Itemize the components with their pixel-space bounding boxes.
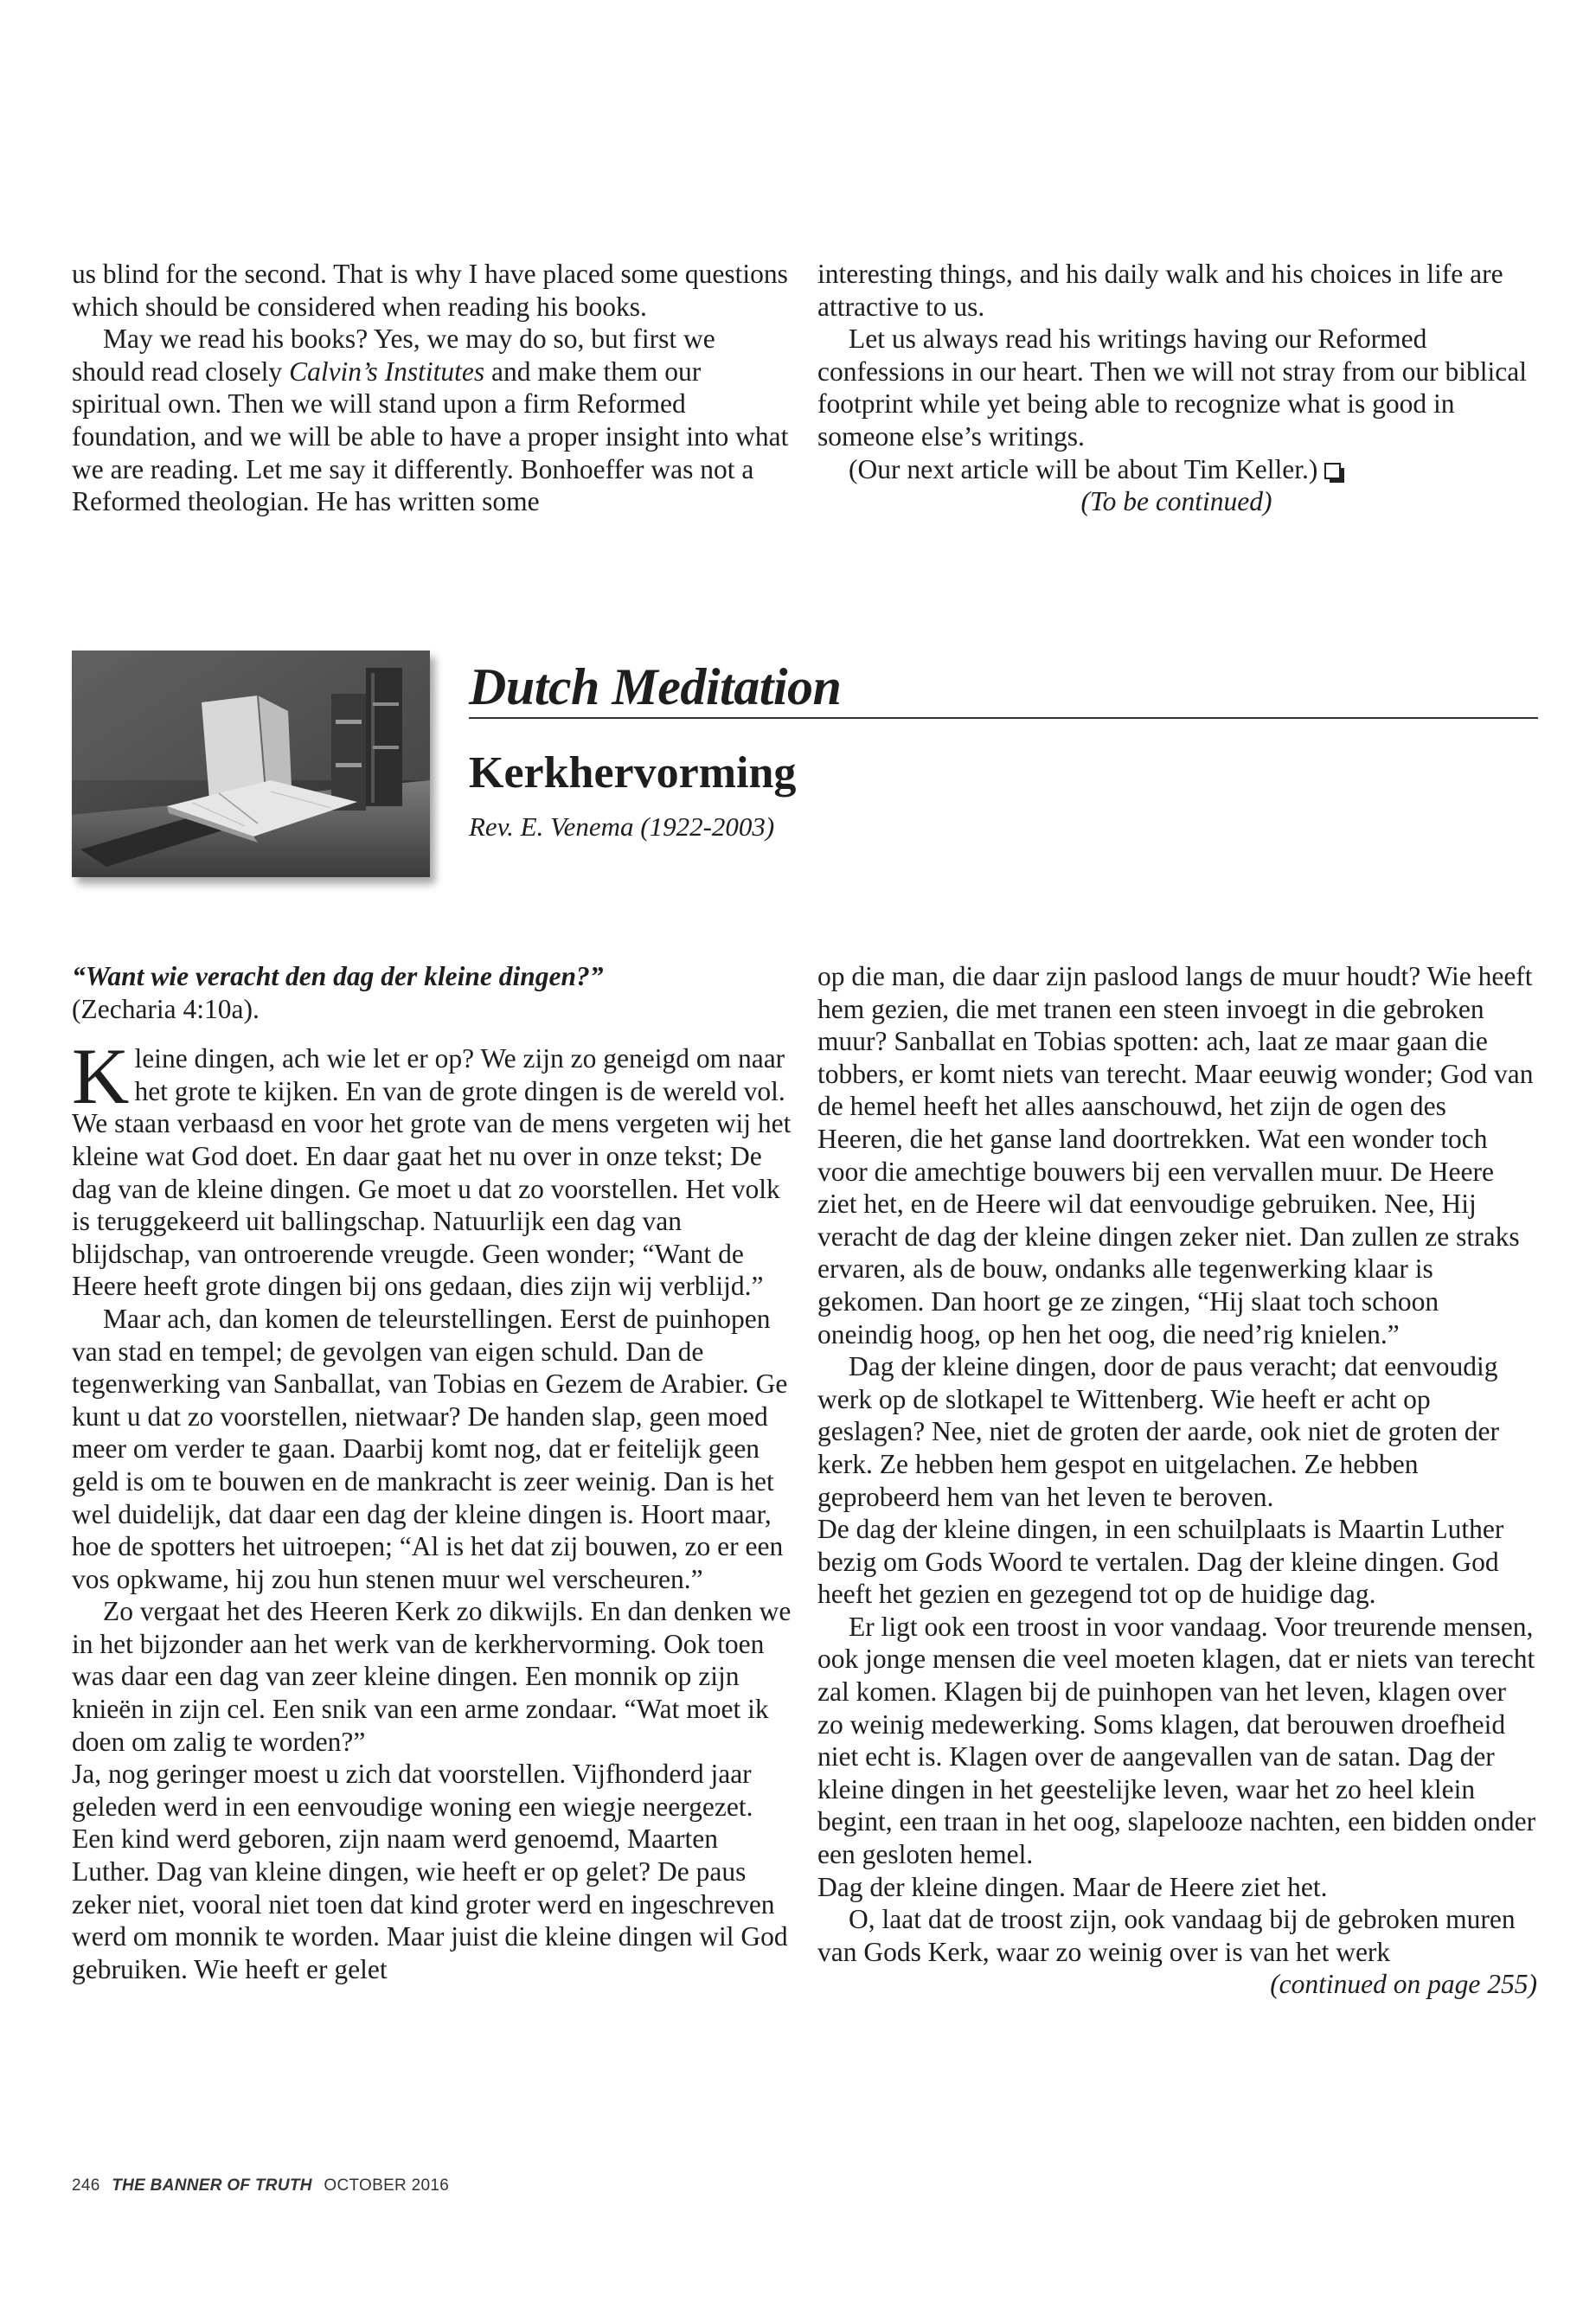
title-rule (469, 717, 1538, 719)
paragraph: De dag der kleine dingen, in een schuilplaats is Maartin Luther bezig om Gods Woord te vertalen. Dag der kleine dingen. God heeft het gezien en gezegend tot op de huidige dag. (817, 1514, 1504, 1610)
scripture-reference: (Zecharia 4:10a). (72, 993, 260, 1024)
paragraph: op die man, die daar zijn paslood langs de muur houdt? Wie heeft hem gezien, die met tranen een steen invoegt in die gebroken muur? Sanballat en Tobias spotten: ach, laat ze maar gaan die tobbers, er komt niets van terecht. Maar eeuwig wonder; God van de hemel heeft het alles aanschouwd, het zijn de ogen des Heeren, die het ganse land doortrekken. Wat een wonder toch voor die amechtige bouwers bij een vervallen muur. De Heere ziet het, en de Heere wil dat eenvoudige gebruiken. Nee, Hij veracht de dag der kleine dingen zeker niet. Dan zullen ze straks ervaren, als de bouw, ondanks alle tegenwerking klaar is gekomen. Dan hoort ge ze zingen, “Hij slaat toch schoon oneindig hoog, op hen het oog, die need’rig knielen.” (817, 961, 1534, 1349)
drop-cap: K (72, 1032, 130, 1121)
meditation-column-left (72, 960, 794, 1985)
paragraph: Maar ach, dan komen de teleurstellingen. Eerst de puinhopen van stad en tempel; de gevolgen van eigen schuld. Dan de tegenwerking van Sanballat, van Tobias en Gezem de Arabier. Ge kunt u dat zo voorstellen, nietwaar? De handen slap, geen moed meer om verder te gaan. Daarbij komt nog, dat er feitelijk geen geld is om te bouwen en de mankracht is zeer weinig. Dan is het wel duidelijk, dat daar een dag der kleine dingen is. Hoort maar, hoe de spotters het uitroepen; “Al is het dat zij bouwen, zo er een vos opkwame, hij zou hun stenen muur wel verscheuren.” (72, 1303, 788, 1594)
continuation-column-left (72, 258, 792, 518)
next-article-note: (Our next article will be about Tim Keller.) (817, 453, 1535, 486)
continuation-column-right (817, 258, 1535, 518)
paragraph: interesting things, and his daily walk and his choices in life are attractive to us. (817, 259, 1503, 322)
end-mark-icon (1324, 463, 1341, 479)
paragraph: O, laat dat de troost zijn, ook vandaag bij de gebroken muren van Gods Kerk, waar zo weinig over is van het werk (817, 1904, 1516, 1967)
continued-note: (continued on page 255) (1270, 1969, 1537, 2000)
paragraph: us blind for the second. That is why I have placed some questions which should be considered when reading his books. (72, 259, 788, 322)
page-number: 246 (72, 2176, 100, 2195)
paragraph: Kleine dingen, ach wie let er op? We zijn zo geneigd om naar het grote te kijken. En van de grote dingen is de wereld vol. We staan verbaasd en voor het grote van de mens vergeten wij het kleine wat God doet. En daar gaat het nu over in onze tekst; De dag van de kleine dingen. Ge moet u dat zo voorstellen. Het volk is teruggekeerd uit ballingschap. Natuurlijk een dag van blijdschap, van ontroerende vreugde. Geen wonder; “Want de Heere heeft grote dingen bij ons gedaan, dies zijn wij verblijd.” (72, 1032, 792, 1302)
paragraph: Dag der kleine dingen, door de paus veracht; dat eenvoudig werk op de slotkapel te Wittenberg. Wie heeft er acht op geslagen? Nee, niet de groten der aarde, ook niet de groten der kerk. Ze hebben hem gespot en uitgelachen. Ze hebben geprobeerd hem van het leven te beroven. (817, 1351, 1500, 1512)
scripture-verse: “Want wie veracht den dag der kleine dingen?” (Zecharia 4:10a). (72, 961, 604, 1024)
to-be-continued: (To be continued) (1080, 486, 1272, 517)
section-title: Dutch Meditation (469, 658, 842, 715)
publication-name: THE BANNER OF TRUTH (112, 2176, 312, 2195)
paragraph: Zo vergaat het des Heeren Kerk zo dikwijls. En dan denken we in het bijzonder aan het werk van de kerkhervorming. Ook toen was daar een dag van zeer kleine dingen. Een monnik op zijn knieën in zijn cel. Een snik van een arme zondaar. “Wat moet ik doen om zalig te worden?” (72, 1596, 792, 1757)
page-footer (72, 2176, 449, 2195)
paragraph: Let us always read his writings having our Reformed confessions in our heart. Then we will not stray from our biblical footprint while yet being able to recognize what is good in someone else’s writings. (817, 324, 1527, 452)
author-byline: Rev. E. Venema (1922-2003) (469, 811, 775, 842)
paragraph: Ja, nog geringer moest u zich dat voorstellen. Vijfhonderd jaar geleden werd in een eenvoudige woning een wiegje neergezet. Een kind werd geboren, zijn naam werd genoemd, Maarten Luther. Dag van kleine dingen, wie heeft er op gelet? De paus zeker niet, vooral niet toen dat kind groter werd en ingeschreven werd om monnik te worden. Maar juist die kleine dingen wil God gebruiken. Wie heeft er gelet (72, 1759, 788, 1984)
paragraph: Er ligt ook een troost in voor vandaag. Voor treurende mensen, ook jonge mensen die veel moeten klagen, dat er niets van terecht zal komen. Klagen bij de puinhopen van het leven, klagen over zo weinig medewerking. Soms klagen, dat berouwen droefheid niet echt is. Klagen over de aangevallen van de satan. Dag der kleine dingen in het geestelijke leven, waar het zo heel klein begint, een traan in het oog, slapelooze nachten, een bidden onder een gesloten hemel. (817, 1611, 1536, 1870)
article-title: Kerkhervorming (469, 748, 797, 798)
paragraph: Dag der kleine dingen. Maar de Heere ziet het. (817, 1871, 1328, 1902)
book-title: Calvin’s Institutes (289, 356, 485, 387)
paragraph: May we read his books? Yes, we may do so, but first we should read closely Calvin’s Institutes and make them our spiritual own. Then we will stand upon a firm Reformed foundation, and we will be able to have a proper insight into what we are reading. Let me say it differently. Bonhoeffer was not a Reformed theologian. He has written some (72, 324, 789, 517)
meditation-column-right (817, 960, 1537, 2001)
issue-date: OCTOBER 2016 (324, 2176, 450, 2195)
books-photo (72, 651, 430, 877)
